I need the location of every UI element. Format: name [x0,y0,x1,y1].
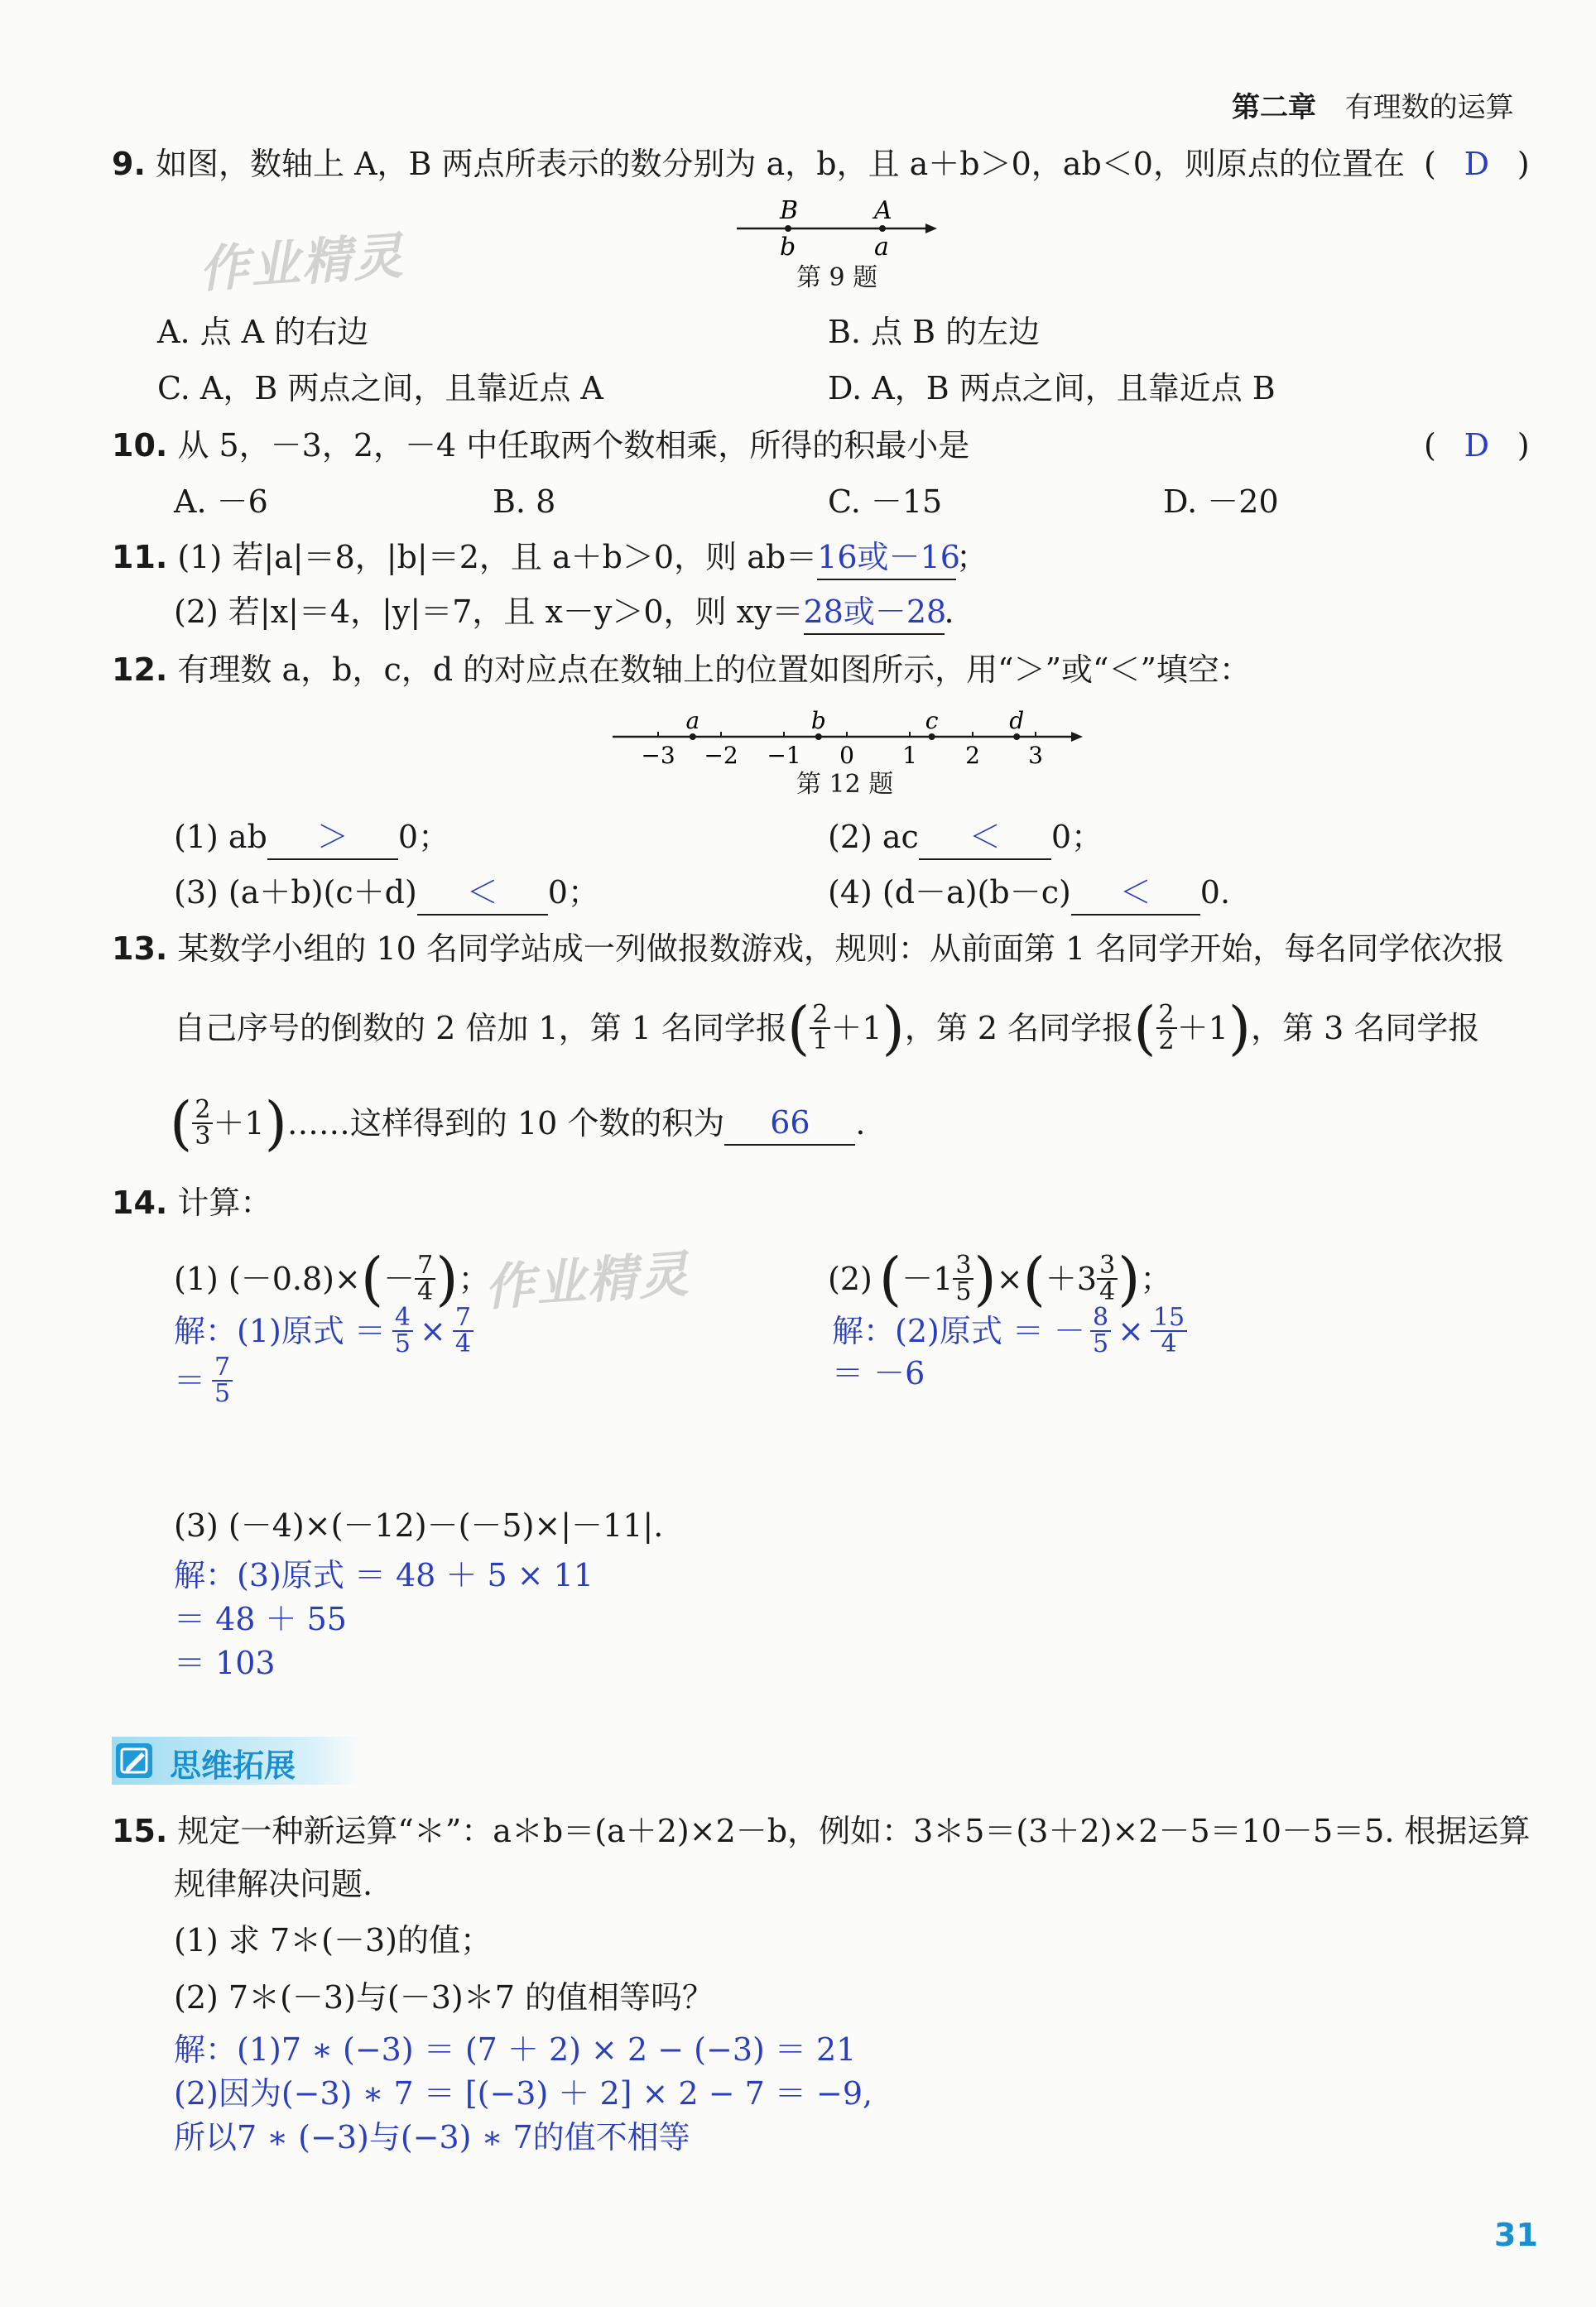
question-text: 自己序号的倒数的 2 倍加 1，第 1 名同学报 [174,1010,787,1046]
fraction: $\frac{15}{4}$ [1151,1305,1187,1357]
minus-sign: － [383,1261,416,1297]
question-text: 有理数 a，b，c，d 的对应点在数轴上的位置如图所示，用“＞”或“＜”填空： [177,651,1251,688]
option-d: D. A，B 两点之间，且靠近点 B [828,370,1276,406]
times-sign: × [996,1261,1023,1297]
fraction: $\frac{2}{1}$ [810,1002,830,1054]
tick-label: −1 [767,742,801,769]
point-label-c: c [925,707,939,734]
option-d: D. －20 [1163,483,1279,520]
point-label-d: d [1009,707,1025,734]
fraction: $\frac{2}{3}$ [192,1098,213,1149]
answer-blank: 66 [724,1101,855,1146]
tick-label: 0 [839,742,854,769]
number-line-figure-9 [728,195,944,262]
solution-14-2-line-1 [832,1305,1187,1357]
answer-blank: ＜ [417,871,548,916]
label-B: B [780,196,799,225]
tick-label: −3 [641,742,675,769]
question-10 [112,424,969,467]
part-text: (2) 若|x|＝4，|y|＝7，且 x－y＞0，则 xy＝ [174,594,804,630]
question-13-line-1 [112,927,1504,970]
question-number: 13. [112,930,168,967]
chapter-title: 有理数的运算 [1344,91,1514,124]
question-number: 14. [112,1185,168,1221]
question-number: 15. [112,1813,168,1849]
answer-bracket: ( D ) [1424,142,1530,185]
answer-bracket: ( D ) [1424,424,1530,467]
question-text: ，第 2 名同学报 [904,1010,1134,1046]
question-15-line-1 [112,1810,1531,1853]
solution-14-2-line-2: ＝ －6 [832,1355,925,1391]
section-title: 思维拓展 [170,1747,296,1784]
question-number: 9. [112,146,146,182]
point-label-a: a [685,707,700,734]
part-text: (1) ab [174,819,267,855]
question-15-part-1: (1) 求 7＊(－3)的值； [174,1922,492,1959]
question-12-part-2 [828,815,1103,860]
page-number: 31 [1494,2217,1538,2253]
plus-one: ＋1 [830,1010,882,1046]
label-b: b [780,233,796,262]
fraction: $\frac{2}{2}$ [1156,1002,1177,1054]
question-15-line-2: 规律解决问题. [174,1866,373,1902]
tick-label: 1 [902,742,917,769]
page-header [1232,84,1514,125]
part-end: 0； [1050,819,1103,855]
question-text: 从 5，－3，2，－4 中任取两个数相乘，所得的积最小是 [177,427,970,464]
point-d [1013,733,1020,740]
part-end: ； [956,539,988,575]
tick-label: −2 [704,742,738,769]
point-c [929,733,935,740]
solution-14-3-line-3: ＝ 103 [174,1645,276,1681]
answer-blank: ＞ [267,815,398,860]
figure-caption: 第 12 题 [796,770,894,799]
question-14-part-3: (3) (－4)×(－12)－(－5)×|－11|. [174,1507,664,1544]
label-A: A [874,196,892,225]
question-9 [112,142,1405,185]
solution-text: 解：(2)原式 ＝ － [832,1313,1085,1349]
part-text: (1) (－0.8)× [174,1261,361,1297]
answer-blank: 16或－16 [817,536,956,580]
fraction: $\frac{8}{5}$ [1090,1305,1111,1357]
part-end: ； [458,1261,490,1297]
times-sign: × [420,1313,446,1349]
answer-blank: ＜ [919,815,1051,860]
tick-label: 3 [1028,742,1043,769]
answer-choice: D [1464,146,1490,182]
option-a: A. 点 A 的右边 [157,314,369,350]
question-text: ……这样得到的 10 个数的积为 [286,1105,725,1141]
section-header [112,1737,360,1785]
figure-caption: 第 9 题 [796,263,878,292]
solution-14-3-line-1: 解：(3)原式 ＝ 48 ＋ 5 × 11 [174,1557,594,1593]
solution-14-1-line-1 [174,1305,474,1357]
question-11-part-1 [112,536,988,580]
question-text: ，第 3 名同学报 [1251,1010,1480,1046]
answer-blank: 28或－28 [804,590,945,635]
question-12-part-4 [828,871,1230,916]
fraction: $\frac{3}{4}$ [1097,1253,1118,1305]
question-14-part-1: (1) (－0.8)× ( － $\frac{7}{4}$ ) ； [174,1245,490,1313]
point-b [815,733,822,740]
question-12-part-1 [174,815,449,860]
number-line-figure-12 [608,705,1089,770]
axis-arrow [925,223,937,233]
option-a: A. －6 [174,483,268,520]
question-text: 计算： [177,1185,272,1221]
part-end: 0； [547,874,599,911]
question-number: 10. [112,427,168,464]
fraction: $\frac{3}{5}$ [953,1253,973,1305]
chapter-label: 第二章 [1232,91,1316,124]
watermark: 作业精灵 [483,1245,692,1318]
question-12-part-3 [174,871,599,916]
point-b [785,225,791,232]
fraction: $\frac{7}{5}$ [212,1355,233,1406]
question-15-part-2: (2) 7＊(－3)与(－3)＊7 的值相等吗？ [174,1979,714,2016]
sentence-end: . [855,1105,866,1141]
answer-blank: ＜ [1071,871,1200,916]
option-c: C. －15 [828,483,943,520]
tick-label: 2 [965,742,980,769]
solution-14-3-line-2: ＝ 48 ＋ 55 [174,1601,347,1637]
part-text: (4) (d－a)(b－c) [828,874,1071,911]
label-a: a [874,233,889,262]
point-label-b: b [810,707,826,734]
fraction: $\frac{4}{5}$ [392,1305,413,1357]
solution-text: 解：(1)原式 ＝ [174,1313,386,1349]
question-14-part-2: (2) ( －1 $\frac{3}{5}$ ) × ( ＋3 $\frac{3}{4}$ ) ； [828,1245,1172,1313]
point-a [690,733,696,740]
edit-note-icon [115,1742,153,1779]
times-sign: × [1118,1313,1144,1349]
watermark: 作业精灵 [197,227,406,300]
solution-15-line-2: (2)因为(−3) ∗ 7 ＝ [(−3) ＋ 2] × 2 − 7 ＝ −9, [174,2075,873,2112]
plus-one: ＋1 [213,1105,265,1141]
part-end: ； [1140,1261,1172,1297]
fraction: $\frac{7}{4}$ [453,1305,474,1357]
answer-choice: D [1464,427,1490,464]
question-13-line-2: 自己序号的倒数的 2 倍加 1，第 1 名同学报 ( $\frac{2}{1}$ ＋1 ) ，第 2 名同学报 ( $\frac{2}{2}$ ＋1 ) ，第 3 名同学报 [174,994,1480,1062]
part-text: (3) (a＋b)(c＋d) [174,874,417,911]
axis-arrow [1071,732,1083,742]
part-end: 0. [1199,874,1231,911]
question-text: 规定一种新运算“＊”：a＊b＝(a＋2)×2－b，例如：3＊5＝(3＋2)×2－5＝10－5＝5. 根据运算 [177,1813,1531,1849]
plus-one: ＋1 [1176,1010,1228,1046]
question-11-part-2 [174,590,954,635]
question-12 [112,648,1251,691]
question-number: 11. [112,539,168,575]
option-b: B. 点 B 的左边 [828,314,1041,350]
question-13-line-3: ( $\frac{2}{3}$ ＋1 ) ……这样得到的 10 个数的积为 66 . [170,1089,866,1157]
solution-15-line-3: 所以7 ∗ (−3)与(−3) ∗ 7的值不相等 [174,2119,690,2156]
solution-14-1-line-2 [174,1355,233,1406]
fraction: $\frac{7}{4}$ [415,1253,435,1305]
question-text: 某数学小组的 10 名同学站成一列做报数游戏，规则：从前面第 1 名同学开始，每名同学依次报 [177,930,1505,967]
solution-text: ＝ [174,1363,206,1399]
mixed-number-whole: －1 [901,1261,954,1297]
option-c: C. A，B 两点之间，且靠近点 A [157,370,603,406]
mixed-number-whole: ＋3 [1045,1261,1098,1297]
point-a [879,225,886,232]
part-text: (1) 若|a|＝8，|b|＝2，且 a＋b＞0，则 ab＝ [177,539,818,575]
question-text: 如图，数轴上 A，B 两点所表示的数分别为 a，b，且 a＋b＞0，ab＜0，则原点的位置在 [155,146,1405,182]
question-14 [112,1181,272,1224]
option-b: B. 8 [493,483,556,520]
question-number: 12. [112,651,168,688]
part-text: (2) [828,1261,873,1297]
part-text: (2) ac [828,819,919,855]
solution-15-line-1: 解：(1)7 ∗ (−3) ＝ (7 ＋ 2) × 2 − (−3) ＝ 21 [174,2031,857,2068]
part-end: . [944,594,954,630]
part-end: 0； [397,819,450,855]
